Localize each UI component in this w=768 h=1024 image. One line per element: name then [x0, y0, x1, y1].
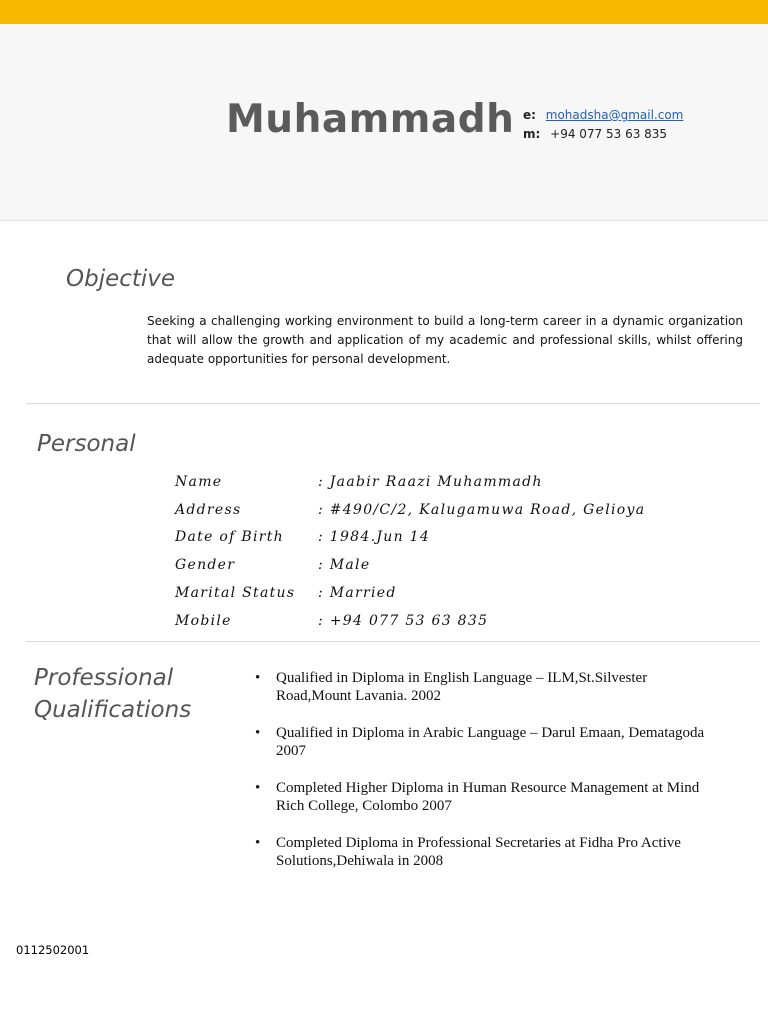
- field-label: Date of Birth: [175, 529, 284, 546]
- candidate-name: Muhammadh: [226, 97, 515, 142]
- accent-bar: [0, 0, 768, 24]
- contact-email-line: [523, 108, 683, 122]
- email-link[interactable]: mohadsha@gmail.com: [545, 108, 684, 122]
- personal-row-address: [175, 496, 645, 524]
- personal-row-marital-status: [175, 579, 645, 607]
- qualification-text: Qualified in Diploma in Arabic Language – Darul Emaan, Dematagoda 2007: [276, 725, 705, 759]
- contact-mobile-line: [523, 127, 667, 141]
- list-item: [255, 724, 725, 760]
- email-label: e:: [523, 108, 536, 122]
- bullet-icon: •: [255, 670, 261, 686]
- qualification-text: Qualified in Diploma in English Language – ILM,St.Silvester Road,Mount Lavania. 2002: [276, 670, 648, 704]
- mobile-number: +94 077 53 63 835: [550, 127, 668, 141]
- bullet-icon: •: [255, 780, 261, 796]
- bullet-icon: •: [255, 725, 261, 741]
- qualifications-list: [255, 669, 725, 889]
- field-value: : Jaabir Raazi Muhammadh: [318, 473, 543, 490]
- personal-details-table: [175, 468, 645, 635]
- mobile-label: m:: [523, 127, 541, 141]
- personal-row-gender: [175, 551, 645, 579]
- field-label: Marital Status: [175, 585, 296, 602]
- resume-header: [0, 24, 768, 221]
- field-value: : Married: [318, 585, 397, 602]
- list-item: [255, 834, 725, 870]
- section-divider: [26, 641, 760, 642]
- field-label: Gender: [175, 557, 236, 574]
- section-divider: [26, 403, 760, 404]
- personal-row-mobile: [175, 607, 645, 635]
- personal-heading: Personal: [37, 431, 136, 457]
- objective-heading: Objective: [66, 266, 176, 292]
- field-value: : #490/C/2, Kalugamuwa Road, Gelioya: [318, 501, 646, 518]
- qualification-text: Completed Higher Diploma in Human Resource Management at Mind Rich College, Colombo 2007: [276, 780, 700, 814]
- personal-row-name: [175, 468, 645, 496]
- field-label: Name: [175, 473, 223, 490]
- footer-number: 0112502001: [16, 943, 90, 957]
- field-label: Mobile: [175, 612, 232, 629]
- bullet-icon: •: [255, 835, 261, 851]
- field-value: : 1984.Jun 14: [318, 529, 431, 546]
- list-item: [255, 779, 725, 815]
- field-value: : +94 077 53 63 835: [318, 612, 489, 629]
- objective-text: Seeking a challenging working environment to build a long-term career in a dynamic organization that will allow the growth and application of my academic and professional skills, whilst offering adequate opportunities for personal development.: [147, 314, 743, 366]
- field-value: : Male: [318, 557, 371, 574]
- qualifications-heading: Professional Qualifications: [34, 665, 192, 723]
- personal-row-dob: [175, 524, 645, 552]
- field-label: Address: [175, 501, 242, 518]
- qualification-text: Completed Diploma in Professional Secretaries at Fidha Pro Active Solutions,Dehiwala in 2008: [276, 835, 681, 869]
- list-item: [255, 669, 725, 705]
